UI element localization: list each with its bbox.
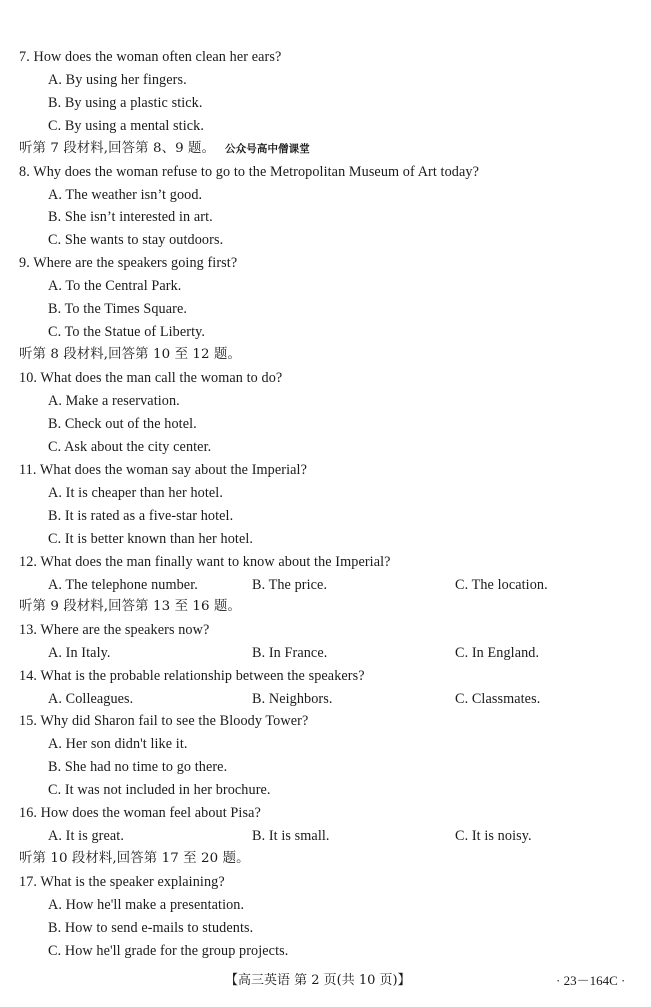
q16-option-a: A. It is great. [48, 828, 124, 844]
question-10: 10. What does the man call the woman to do? [19, 370, 283, 386]
q11-option-b: B. It is rated as a five-star hotel. [48, 508, 234, 524]
question-12: 12. What does the man finally want to know about the Imperial? [19, 554, 391, 570]
q13-option-a: A. In Italy. [48, 645, 111, 661]
q8-option-a: A. The weather isn’t good. [48, 187, 203, 203]
section-7-header [19, 139, 310, 159]
q9-option-b: B. To the Times Square. [48, 301, 187, 317]
watermark-text: 公众号高中僧课堂 [225, 143, 310, 155]
section-7-label: 听第 7 段材料,回答第 8、9 题。 [19, 141, 216, 156]
q8-option-b: B. She isn’t interested in art. [48, 209, 213, 225]
question-7: 7. How does the woman often clean her ears? [19, 49, 282, 65]
q14-option-c: C. Classmates. [455, 691, 541, 707]
question-15: 15. Why did Sharon fail to see the Bloody Tower? [19, 713, 309, 729]
q17-option-b: B. How to send e-mails to students. [48, 920, 254, 936]
q7-option-a: A. By using her fingers. [48, 72, 187, 88]
question-16: 16. How does the woman feel about Pisa? [19, 805, 261, 821]
question-11: 11. What does the woman say about the Imperial? [19, 462, 307, 478]
q11-option-a: A. It is cheaper than her hotel. [48, 485, 223, 501]
q9-option-c: C. To the Statue of Liberty. [48, 324, 206, 340]
q15-option-c: C. It was not included in her brochure. [48, 782, 271, 798]
q9-option-a: A. To the Central Park. [48, 278, 182, 294]
q8-option-c: C. She wants to stay outdoors. [48, 232, 224, 248]
question-9: 9. Where are the speakers going first? [19, 255, 238, 271]
q13-option-c: C. In England. [455, 645, 540, 661]
page-footer: 【高三英语 第 2 页(共 10 页)】 [225, 973, 411, 988]
q12-option-a: A. The telephone number. [48, 577, 198, 593]
q12-option-c: C. The location. [455, 577, 548, 593]
section-10-label: 听第 10 段材料,回答第 17 至 20 题。 [19, 851, 250, 866]
q12-option-b: B. The price. [252, 577, 328, 593]
section-9-label: 听第 9 段材料,回答第 13 至 16 题。 [19, 599, 241, 614]
q7-option-b: B. By using a plastic stick. [48, 95, 203, 111]
q16-option-c: C. It is noisy. [455, 828, 532, 844]
question-14: 14. What is the probable relationship between the speakers? [19, 668, 365, 684]
section-8-label: 听第 8 段材料,回答第 10 至 12 题。 [19, 347, 241, 362]
question-13: 13. Where are the speakers now? [19, 622, 210, 638]
q17-option-c: C. How he'll grade for the group projects. [48, 943, 289, 959]
q13-option-b: B. In France. [252, 645, 328, 661]
question-8: 8. Why does the woman refuse to go to the Metropolitan Museum of Art today? [19, 164, 479, 180]
q10-option-a: A. Make a reservation. [48, 393, 180, 409]
q16-option-b: B. It is small. [252, 828, 330, 844]
q7-option-c: C. By using a mental stick. [48, 118, 204, 134]
q14-option-b: B. Neighbors. [252, 691, 333, 707]
q14-option-a: A. Colleagues. [48, 691, 134, 707]
q15-option-b: B. She had no time to go there. [48, 759, 228, 775]
q10-option-b: B. Check out of the hotel. [48, 416, 197, 432]
exam-code: · 23－164C · [556, 973, 626, 988]
q15-option-a: A. Her son didn't like it. [48, 736, 188, 752]
q17-option-a: A. How he'll make a presentation. [48, 897, 245, 913]
q11-option-c: C. It is better known than her hotel. [48, 531, 254, 547]
q10-option-c: C. Ask about the city center. [48, 439, 212, 455]
question-17: 17. What is the speaker explaining? [19, 874, 225, 890]
